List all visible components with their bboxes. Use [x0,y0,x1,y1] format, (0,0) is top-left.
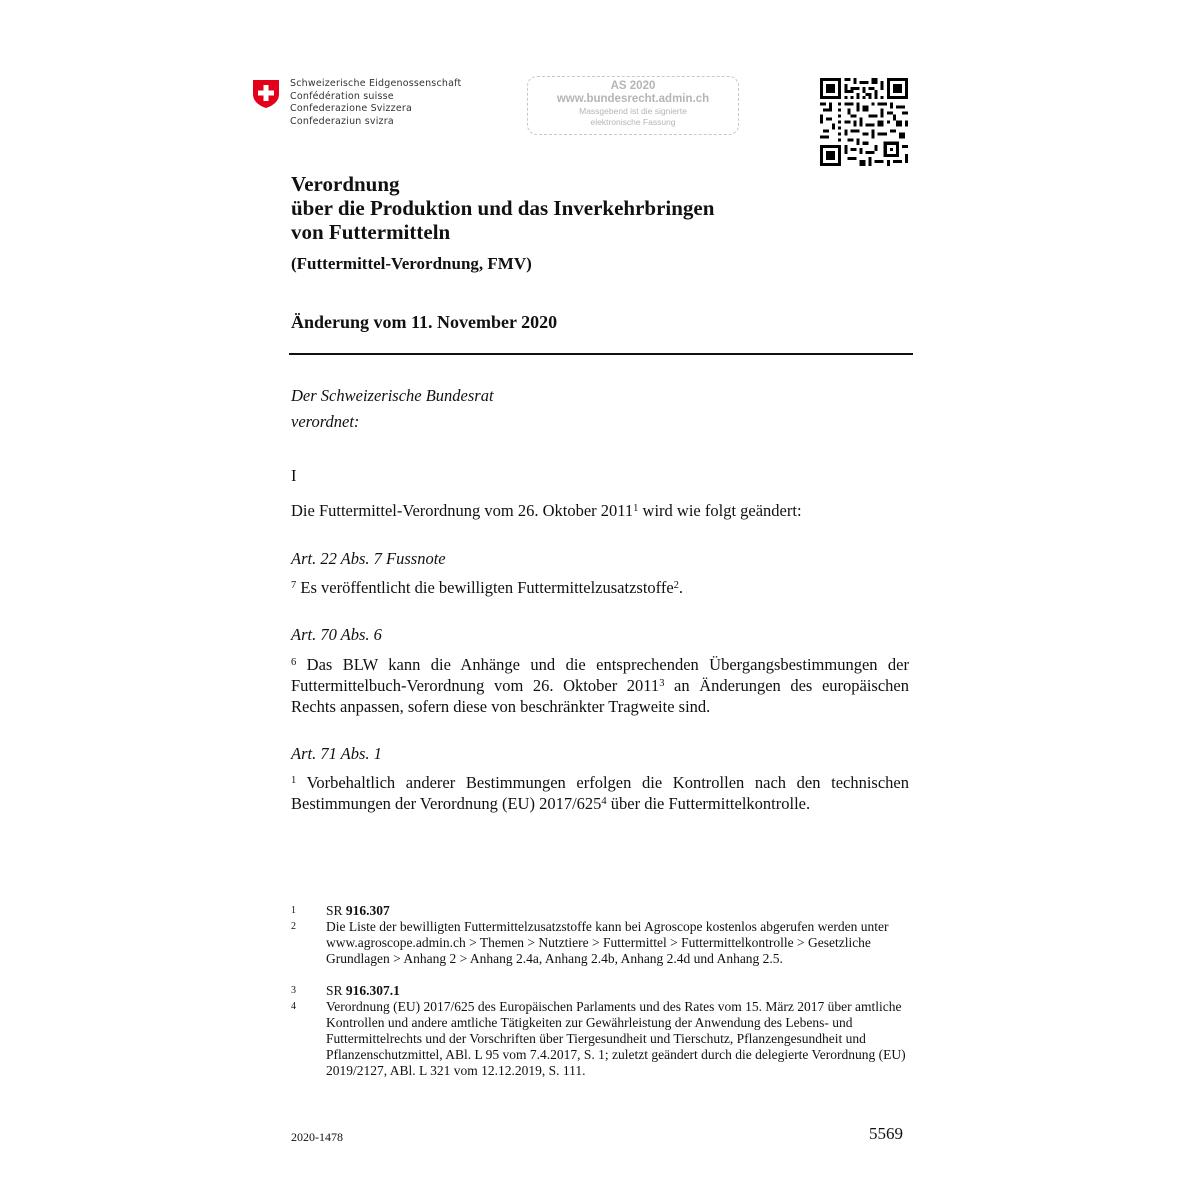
art70-text-1: Das BLW kann die Anhänge und die entsprechenden Übergangsbestimmungen der Futtermittelbuch-Verordnung vom 26. Oktober 2011 [291,655,909,695]
art71-heading: Art. 71 Abs. 1 [291,744,382,763]
title-line-2: über die Produktion und das Inverkehrbringen [291,196,715,220]
ordinance-short-title: (Futtermittel-Verordnung, FMV) [291,254,532,273]
art22-para-num: 7 [291,580,297,591]
footnote-2-number: 2 [291,921,296,932]
amendment-date: Änderung vom 11. November 2020 [291,312,558,332]
footnote-1-prefix: SR [326,903,346,918]
swiss-coat-of-arms-icon [252,79,280,109]
footnote-ref-2[interactable]: 2 [673,580,679,591]
art71-paragraph [291,772,909,814]
enacting-verb: verordnet: [291,412,360,431]
title-line-3: von Futtermitteln [291,220,451,244]
footnote-ref-1[interactable]: 1 [633,503,639,514]
lead-text: Die Futtermittel-Verordnung vom 26. Oktober 2011 [291,501,634,520]
enacting-clause [291,383,494,435]
art71-para-num: 1 [291,775,297,786]
art70-para-num: 6 [291,657,297,668]
footnote-1-text [326,903,911,919]
footnote-4-text: Verordnung (EU) 2017/625 des Europäischen Parlaments und des Rates vom 15. März 2017 über amtliche Kontrollen und andere amtliche Tätigkeiten zur Gewährleistung der Anwendung des Lebens- und Futtermittelrechts und der Vorschriften über Tiergesundheit und Tierschutz, Pflanzengesundheit und Pflanzenschutzmittel, ABl. L 95 vom 7.4.2017, S. 1; zuletzt geändert durch die delegierte Verordnung (EU) 2019/2127, ABl. L 321 vom 12.12.2019, S. 111. [326,999,906,1078]
footnote-2-text: Die Liste der bewilligten Futtermittelzusatzstoffe kann bei Agroscope kostenlos abgerufen werden unter www.agroscope.admin.ch > Themen > Nutztiere > Futtermittel > Futtermittelkontrolle > Gesetzliche Grundlagen > Anhang 2 > Anhang 2.4a, Anhang 2.4b, Anhang 2.4d und Anhang 2.5. [326,919,889,966]
footnote-1 [291,903,911,919]
footnote-ref-3[interactable]: 3 [659,678,665,689]
agency-names [290,78,461,128]
section-number: I [291,466,297,485]
agency-name-it: Confederazione Svizzera [290,103,413,114]
title-line-1: Verordnung [291,172,400,196]
footnote-ref-4[interactable]: 4 [601,796,607,807]
as-note-2: elektronische Fassung [590,117,676,127]
footnote-1-number: 1 [291,905,296,916]
art22-heading: Art. 22 Abs. 7 Fussnote [291,549,446,568]
footnote-2 [291,919,911,983]
art70-text-2: an Änderungen des europäischen Rechts anpassen, sofern diese von beschränkter Tragweite sind. [291,676,909,716]
art22-end: . [678,578,684,597]
art22-text: Es veröffentlicht die bewilligten Futtermittelzusatzstoffe [296,578,674,597]
document-number: 2020-1478 [291,1130,343,1144]
footnote-4-number: 4 [291,1001,296,1012]
footnote-3-text [326,983,911,999]
art71-text-2: über die Futtermittelkontrolle. [606,794,811,813]
title-divider [289,353,913,355]
qr-code-icon [820,78,908,166]
as-url[interactable]: www.bundesrecht.admin.ch [556,93,710,105]
art71-text-1: Vorbehaltlich anderer Bestimmungen erfolgen die Kontrollen nach den technischen Bestimmungen der Verordnung (EU) 2017/625 [291,773,909,813]
ordinance-title [291,172,714,244]
art70-paragraph [291,654,909,717]
footnote-3-prefix: SR [326,983,346,998]
footnote-4 [291,999,911,1095]
as-year: AS 2020 [610,80,656,92]
agency-name-rm: Confederaziun svizra [290,115,394,127]
footnote-3-number: 3 [291,985,296,996]
lead-text-end: wird wie folgt geändert: [638,501,802,520]
page-number: 5569 [869,1124,903,1143]
footnote-1-sr-number: 916.307 [345,903,390,918]
agency-name-de: Schweizerische Eidgenossenschaft [290,78,462,89]
as-note-1: Massgebend ist die signierte [579,106,687,116]
footnote-3-sr-number: 916.307.1 [345,983,400,998]
enacting-authority: Der Schweizerische Bundesrat [291,386,494,405]
official-collection-stamp [527,76,739,135]
agency-name-fr: Confédération suisse [290,90,394,102]
art70-heading: Art. 70 Abs. 6 [291,625,382,644]
footnote-3 [291,983,911,999]
amendment-lead [291,500,802,521]
art22-paragraph [291,577,683,598]
